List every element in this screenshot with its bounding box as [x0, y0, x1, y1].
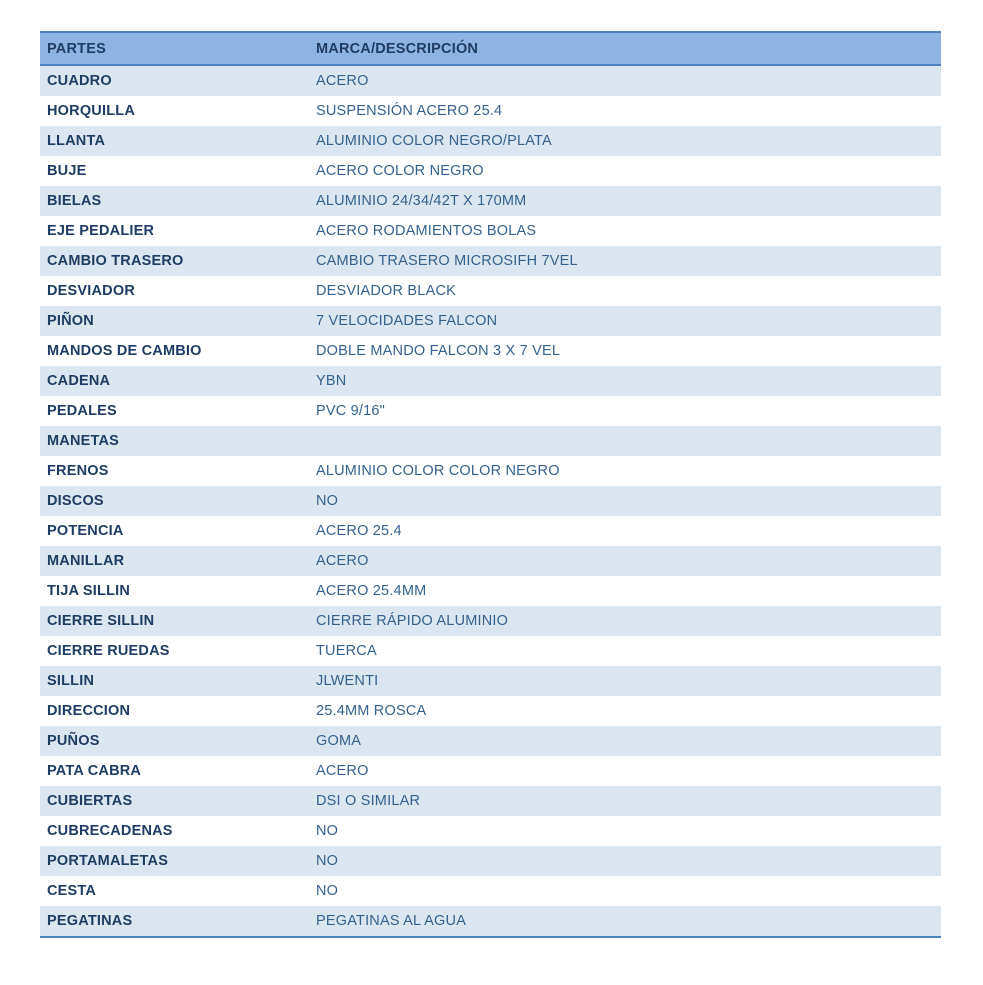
- description-cell: ACERO: [316, 73, 369, 89]
- description-cell: ACERO: [316, 553, 369, 569]
- table-row: [40, 516, 941, 546]
- table-row: [40, 906, 941, 937]
- table-row: [40, 396, 941, 426]
- part-cell: PEGATINAS: [47, 913, 133, 929]
- part-cell: PORTAMALETAS: [47, 853, 169, 869]
- table-row: [40, 846, 941, 876]
- table-row: [40, 306, 941, 336]
- part-cell: CESTA: [47, 883, 97, 899]
- table-header: [40, 32, 941, 65]
- column-header-marca-descripcion: MARCA/DESCRIPCIÓN: [308, 32, 941, 65]
- description-cell: ACERO COLOR NEGRO: [316, 163, 484, 179]
- part-cell: BIELAS: [47, 193, 102, 209]
- description-cell: TUERCA: [316, 643, 377, 659]
- table-row: [40, 696, 941, 726]
- part-cell: HORQUILLA: [47, 103, 135, 119]
- part-cell: BUJE: [47, 163, 87, 179]
- description-cell: ALUMINIO 24/34/42T X 170MM: [316, 193, 527, 209]
- description-cell: ACERO: [316, 763, 369, 779]
- table-row: [40, 726, 941, 756]
- table-row: [40, 486, 941, 516]
- part-cell: CIERRE SILLIN: [47, 613, 155, 629]
- description-cell: PEGATINAS AL AGUA: [316, 913, 467, 929]
- part-cell: PEDALES: [47, 403, 117, 419]
- description-cell: ALUMINIO COLOR COLOR NEGRO: [316, 463, 560, 479]
- table-row: [40, 666, 941, 696]
- table-row: [40, 65, 941, 96]
- part-cell: POTENCIA: [47, 523, 124, 539]
- part-cell: SILLIN: [47, 673, 95, 689]
- table-row: [40, 876, 941, 906]
- description-cell: DESVIADOR BLACK: [316, 283, 456, 299]
- table-row: [40, 576, 941, 606]
- description-cell: NO: [316, 493, 339, 509]
- description-cell: NO: [316, 823, 339, 839]
- part-cell: EJE PEDALIER: [47, 223, 155, 239]
- column-header-partes: PARTES: [40, 32, 308, 65]
- table-row: [40, 246, 941, 276]
- description-cell: DOBLE MANDO FALCON 3 X 7 VEL: [316, 343, 561, 359]
- part-cell: DISCOS: [47, 493, 104, 509]
- description-cell: CAMBIO TRASERO MICROSIFH 7VEL: [316, 253, 578, 269]
- part-cell: MANDOS DE CAMBIO: [47, 343, 202, 359]
- part-cell: CUBRECADENAS: [47, 823, 173, 839]
- table-row: [40, 546, 941, 576]
- table-body: [40, 65, 941, 937]
- description-cell: NO: [316, 883, 339, 899]
- description-cell: GOMA: [316, 733, 362, 749]
- part-cell: MANILLAR: [47, 553, 125, 569]
- description-cell: NO: [316, 853, 339, 869]
- part-cell: DESVIADOR: [47, 283, 136, 299]
- description-cell: SUSPENSIÓN ACERO 25.4: [316, 103, 503, 119]
- part-cell: PATA CABRA: [47, 763, 142, 779]
- description-cell: DSI O SIMILAR: [316, 793, 421, 809]
- description-cell: 7 VELOCIDADES FALCON: [316, 313, 498, 329]
- table-row: [40, 336, 941, 366]
- description-cell: ACERO 25.4: [316, 523, 402, 539]
- part-cell: CUADRO: [47, 73, 112, 89]
- description-cell: PVC 9/16": [316, 403, 386, 419]
- part-cell: TIJA SILLIN: [47, 583, 131, 599]
- table-row: [40, 606, 941, 636]
- description-cell: [308, 426, 941, 456]
- description-cell: JLWENTI: [316, 673, 379, 689]
- part-cell: PUÑOS: [47, 733, 100, 749]
- header-row: [40, 32, 941, 65]
- part-cell: CUBIERTAS: [47, 793, 133, 809]
- table-row: [40, 216, 941, 246]
- description-cell: ACERO RODAMIENTOS BOLAS: [316, 223, 537, 239]
- table-row: [40, 426, 941, 456]
- part-cell: DIRECCION: [47, 703, 131, 719]
- part-cell: CADENA: [47, 373, 111, 389]
- description-cell: YBN: [316, 373, 347, 389]
- part-cell: CIERRE RUEDAS: [47, 643, 170, 659]
- part-cell: LLANTA: [47, 133, 106, 149]
- table-row: [40, 186, 941, 216]
- description-cell: CIERRE RÁPIDO ALUMINIO: [316, 613, 509, 629]
- part-cell: MANETAS: [47, 433, 120, 449]
- table-row: [40, 456, 941, 486]
- table-row: [40, 816, 941, 846]
- bike-spec-table: [40, 31, 941, 938]
- description-cell: ALUMINIO COLOR NEGRO/PLATA: [316, 133, 552, 149]
- part-cell: CAMBIO TRASERO: [47, 253, 184, 269]
- table-row: [40, 786, 941, 816]
- part-cell: PIÑON: [47, 313, 94, 329]
- table-row: [40, 366, 941, 396]
- description-cell: ACERO 25.4MM: [316, 583, 427, 599]
- part-cell: FRENOS: [47, 463, 109, 479]
- table-row: [40, 756, 941, 786]
- table-row: [40, 126, 941, 156]
- spec-table-container: [40, 31, 941, 938]
- table-row: [40, 156, 941, 186]
- table-row: [40, 276, 941, 306]
- description-cell: 25.4MM ROSCA: [316, 703, 427, 719]
- table-row: [40, 636, 941, 666]
- table-row: [40, 96, 941, 126]
